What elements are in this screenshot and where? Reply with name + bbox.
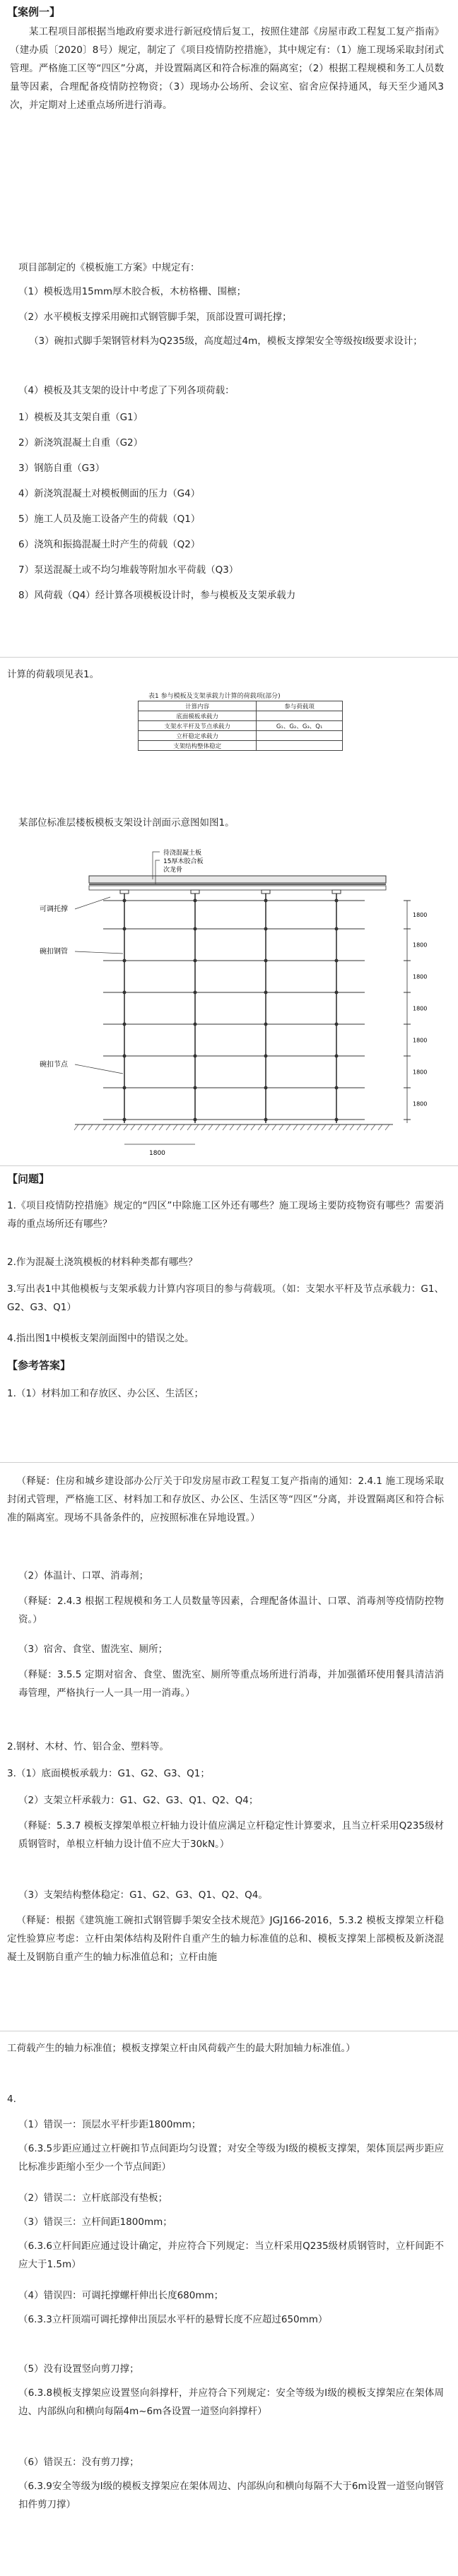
answer-item: 3.（1）底面模板承载力：G1、G2、G3、Q1； — [7, 1768, 210, 1779]
ground-hatch-mark — [322, 1124, 326, 1130]
answer-item: （3）支架结构整体稳定：G1、G2、G3、Q1、Q2、Q4。 — [18, 1889, 268, 1901]
diagram-ref-line: 某部位标准层楼板模板支架设计剖面示意图如图1。 — [18, 817, 235, 829]
ground-hatch-mark — [180, 1124, 184, 1130]
ground-hatch-mark — [201, 1124, 206, 1130]
load-item: 2）新浇筑混凝土自重（G2） — [18, 437, 143, 449]
ground-hatch-mark — [216, 1124, 220, 1130]
explanation-text: （6.3.5步距应通过立杆碗扣节点间距均匀设置；对安全等级为Ⅰ级的模板支撑架，架体顶层两步距应比标准步距缩小至少一个节点间距） — [18, 2143, 444, 2173]
top-label: 15厚木胶合板 — [163, 858, 204, 865]
cuplock-node — [123, 991, 127, 995]
ground-hatch-mark — [258, 1124, 262, 1130]
plan-intro: 项目部制定的《模板施工方案》中规定有： — [18, 262, 200, 273]
case-intro: 某工程项目部根据当地政府要求进行新冠疫情后复工，按照住建部《房屋市政工程复工复产指南》（建办质〔2020〕8号）规定，制定了《项目疫情防控措施》，其中规定有：（1）施工现场采取封闭式管理。严格施工区等“四区”分离，并设置隔离区和符合标准的隔离室；（2）根据工程规模和务工人员数量等因素，合理配备疫情防控物资；（3）现场办公场所、会议室、宿舍应保持通风，每天至少通风3次，并定期对上述重点场所进行消毒。 — [10, 26, 444, 111]
cuplock-node — [335, 927, 339, 931]
cuplock-node — [123, 899, 127, 903]
cuplock-node — [123, 927, 127, 931]
plan-item: （1）模板选用15mm厚木胶合板，木枋格栅、围檩； — [18, 286, 247, 297]
ground-hatch-mark — [152, 1124, 156, 1130]
answer-item: （2）体温计、口罩、消毒剂； — [18, 1570, 149, 1581]
ground-hatch-mark — [88, 1124, 93, 1130]
answer-item: （3）宿舍、食堂、盥洗室、厕所； — [18, 1644, 168, 1655]
explanation-text: （释疑：2.4.3 根据工程规模和务工人员数量等因素，合理配备体温计、口罩、消毒剂等疫情防控物资。） — [18, 1596, 444, 1625]
plan-item: （3）碗扣式脚手架钢管材料为Q235级，高度超过4m，模板支撑架安全等级按Ⅰ级要求设计； — [29, 336, 423, 347]
ground-hatch-mark — [343, 1124, 347, 1130]
cuplock-node — [194, 899, 197, 903]
u-head-support — [191, 890, 199, 894]
u-head-support — [262, 890, 270, 894]
questions-section — [0, 1165, 458, 1463]
explanation-text: （6.3.9安全等级为Ⅰ级的模板支撑架应在架体周边、内部纵向和横向每隔不大于6m设置一道竖向钢管扣件剪刀撑） — [18, 2481, 444, 2510]
table-header-cell: 计算内容 — [139, 701, 257, 711]
cuplock-node — [194, 927, 197, 931]
explanation-text: （6.3.6立杆间距应通过设计确定，并应符合下列规定：当立杆采用Q235级材质钢管时，立杆间距不应大于1.5m） — [18, 2240, 444, 2270]
questions-heading: 【问题】 — [7, 1173, 50, 1185]
ground-hatch-mark — [279, 1124, 283, 1130]
plan-item: （2）水平模板支撑采用碗扣式钢管脚手架，顶部设置可调托撑； — [18, 311, 292, 323]
answer-number: 4. — [7, 2094, 16, 2105]
explanation-text: （6.3.3立杆顶端可调托撑伸出顶层水平杆的悬臂长度不应超过650mm） — [18, 2314, 328, 2325]
ground-hatch-mark — [138, 1124, 142, 1130]
case-section — [0, 0, 458, 658]
ground-hatch-mark — [307, 1124, 312, 1130]
question-item: 2.作为混凝土浇筑模板的材料种类都有哪些？ — [7, 1257, 198, 1268]
question-item: 3.写出表1中其他模板与支架承载力计算内容项目的参与荷载项。（如：支架水平杆及节点承载力：G1、G2、G3、Q1） — [7, 1283, 444, 1313]
dimension-label: 1800 — [413, 1100, 428, 1108]
ground-hatch-mark — [364, 1124, 368, 1130]
cuplock-node — [123, 1086, 127, 1090]
ground-hatch-mark — [329, 1124, 333, 1130]
formwork-section-diagram — [40, 848, 435, 1158]
answer-item: （2）支架立杆承载力：G1、G2、G3、Q1、Q2、Q4； — [18, 1795, 259, 1806]
cuplock-node — [194, 1023, 197, 1026]
explanation-text: （释疑：住房和城乡建设部办公厅关于印发房屋市政工程复工复产指南的通知：2.4.1 施工现场采取封闭式管理，严格施工区、材料加工和存放区、办公区、生活区等“四区”分离，并设置隔离区和符合标准的隔离室。现场不具备条件的，应按照标准在异地设置。） — [7, 1476, 444, 1524]
cuplock-node — [335, 959, 339, 963]
secondary-joists — [89, 886, 386, 890]
cuplock-node — [335, 991, 339, 995]
plan-item: （4）模板及其支架的设计中考虑了下列各项荷载： — [18, 385, 235, 396]
table-row — [139, 711, 343, 721]
answer-item: 2.钢材、木材、竹、铝合金、塑料等。 — [7, 1741, 169, 1752]
ground-hatch-mark — [81, 1124, 86, 1130]
ground-hatch-mark — [265, 1124, 269, 1130]
dimension-label: 1800 — [413, 942, 428, 949]
dimension-label: 1800 — [413, 1069, 428, 1076]
cuplock-node — [335, 1086, 339, 1090]
ground-hatch-mark — [244, 1124, 248, 1130]
top-label: 次龙骨 — [163, 867, 183, 874]
ground-hatch-mark — [173, 1124, 177, 1130]
ground-hatch-mark — [166, 1124, 170, 1130]
table-cell: 底面模板承载力 — [139, 711, 257, 721]
cuplock-node — [123, 1055, 127, 1058]
answer-item: （4）错误四：可调托撑螺杆伸出长度680mm； — [18, 2290, 224, 2301]
u-head-support — [332, 890, 341, 894]
cuplock-node — [264, 927, 268, 931]
cuplock-node — [123, 959, 127, 963]
cuplock-node — [194, 959, 197, 963]
load-item: 6）浇筑和振捣混凝土时产生的荷载（Q2） — [18, 539, 201, 550]
bottom-dimension-label: 1800 — [149, 1150, 165, 1157]
cuplock-node — [264, 1118, 268, 1122]
table-cell: G₁、G₂、G₃、Q₁ — [257, 721, 343, 731]
explanation-text: （释疑：根据《建筑施工碗扣式钢管脚手架安全技术规范》JGJ166-2016，5.3.2 模板支撑架立杆稳定性验算应考虑：立杆由架体结构及附件自重产生的轴力标准值的总和、模板支撑架上部模板及新浇混凝土及钢筋自重产生的轴力标准值总和；立杆由施 — [7, 1915, 444, 1963]
cuplock-node — [335, 1055, 339, 1058]
load-item: 5）施工人员及施工设备产生的荷载（Q1） — [18, 514, 201, 525]
concrete-slab — [89, 876, 386, 883]
explanation-text: 工荷载产生的轴力标准值；模板支撑架立杆由风荷载产生的最大附加轴力标准值。） — [7, 2043, 356, 2054]
ground-hatch-mark — [102, 1124, 107, 1130]
cuplock-node — [264, 1055, 268, 1058]
cuplock-node — [123, 1023, 127, 1026]
question-item: 1.《项目疫情防控措施》规定的“四区”中除施工区外还有哪些？施工现场主要防疫物资有哪些？需要消毒的重点场所还有哪些？ — [7, 1200, 444, 1230]
table-row — [139, 731, 343, 741]
ground-hatch-mark — [237, 1124, 241, 1130]
cuplock-node — [335, 1023, 339, 1026]
table-cell — [257, 741, 343, 751]
ground-hatch-mark — [336, 1124, 340, 1130]
table-row — [139, 741, 343, 751]
cuplock-node — [123, 1118, 127, 1122]
cuplock-node — [194, 991, 197, 995]
table-title: 表1 参与模板及支架承载力计算的荷载项(部分) — [148, 693, 281, 700]
ground-hatch-mark — [293, 1124, 298, 1130]
question-item: 4.指出图1中模板支架剖面图中的错误之处。 — [7, 1333, 194, 1344]
load-item: 1）模板及其支架自重（G1） — [18, 412, 143, 423]
ground-hatch — [74, 1124, 389, 1130]
cuplock-node — [335, 899, 339, 903]
load-table — [138, 701, 343, 751]
left-label: 碗扣节点 — [40, 1061, 68, 1069]
explanations-section — [0, 1462, 458, 2031]
answer-item: （5）没有设置竖向剪刀撑； — [18, 2363, 139, 2375]
cuplock-node — [264, 1023, 268, 1026]
ground-hatch-mark — [74, 1124, 78, 1130]
load-item: 7）泵送混凝土或不均匀堆载等附加水平荷载（Q3） — [18, 564, 239, 576]
u-head-support — [120, 890, 129, 894]
ground-hatch-mark — [385, 1124, 389, 1130]
ground-hatch-mark — [315, 1124, 319, 1130]
case-heading: 【案例一】 — [7, 6, 61, 18]
table-cell — [257, 711, 343, 721]
table-header-row — [139, 701, 343, 711]
ground-hatch-mark — [272, 1124, 276, 1130]
explanation-text: （释疑：3.5.5 定期对宿舍、食堂、盥洗室、厕所等重点场所进行消毒，并加强循环使用餐具清洁消毒管理，严格执行一人一具一用一消毒。） — [18, 1669, 444, 1699]
answer-item: （6）错误五：没有剪刀撑； — [18, 2457, 139, 2468]
cuplock-node — [264, 959, 268, 963]
load-item: 3）钢筋自重（G3） — [18, 463, 105, 474]
top-label: 待浇混凝土板 — [163, 850, 202, 857]
explanation-text: （释疑：5.3.7 模板支撑架单根立杆轴力设计值应满足立杆稳定性计算要求，且当立杆采用Q235级材质钢管时，单根立杆轴力设计值不应大于30kN。） — [18, 1820, 444, 1850]
ground-hatch-mark — [124, 1124, 128, 1130]
left-label: 可调托撑 — [40, 906, 68, 913]
cuplock-node — [194, 1055, 197, 1058]
ground-hatch-mark — [159, 1124, 163, 1130]
table-header-cell: 参与荷载项 — [257, 701, 343, 711]
answer-item: 1.（1）材料加工和存放区、办公区、生活区； — [7, 1388, 204, 1399]
table-cell — [257, 731, 343, 741]
ground-hatch-mark — [357, 1124, 361, 1130]
ground-hatch-mark — [145, 1124, 149, 1130]
ground-hatch-mark — [209, 1124, 213, 1130]
cuplock-node — [264, 1086, 268, 1090]
ground-hatch-mark — [251, 1124, 255, 1130]
load-item: 4）新浇筑混凝土对模板侧面的压力（G4） — [18, 488, 201, 499]
answer-item: （2）错误二：立杆底部没有垫板； — [18, 2192, 168, 2204]
answers-heading: 【参考答案】 — [7, 1359, 71, 1372]
final-answers-section — [0, 2031, 458, 2576]
table-row — [139, 721, 343, 731]
ground-hatch-mark — [223, 1124, 227, 1130]
cuplock-node — [264, 899, 268, 903]
table-cell: 支架水平杆及节点承载力 — [139, 721, 257, 731]
ground-hatch-mark — [286, 1124, 290, 1130]
answer-item: （1）错误一：顶层水平杆步距1800mm； — [18, 2119, 201, 2130]
table-cell: 支架结构整体稳定 — [139, 741, 257, 751]
dimension-label: 1800 — [413, 1037, 428, 1044]
ground-hatch-mark — [378, 1124, 382, 1130]
ground-hatch-mark — [110, 1124, 114, 1130]
load-item: 8）风荷载（Q4）经计算各项模板设计时，参与模板及支架承载力 — [18, 590, 296, 601]
explanation-text: （6.3.8模板支撑架应设置竖向斜撑杆，并应符合下列规定：安全等级为Ⅰ级的模板支撑架应在架体周边、内部纵向和横向每隔4m~6m各设置一道竖向斜撑杆） — [18, 2387, 444, 2417]
left-label: 碗扣钢管 — [40, 948, 68, 956]
ground-hatch-mark — [350, 1124, 354, 1130]
ground-hatch-mark — [230, 1124, 234, 1130]
cuplock-node — [264, 991, 268, 995]
cuplock-node — [194, 1118, 197, 1122]
dimension-label: 1800 — [413, 1005, 428, 1012]
ground-hatch-mark — [187, 1124, 192, 1130]
ground-hatch-mark — [371, 1124, 375, 1130]
dimension-label: 1800 — [413, 912, 428, 918]
table-ref-line: 计算的荷载项见表1。 — [7, 669, 100, 680]
answer-item: （3）错误三：立杆间距1800mm； — [18, 2216, 172, 2228]
ground-hatch-mark — [131, 1124, 135, 1130]
cuplock-node — [194, 1086, 197, 1090]
ground-hatch-mark — [95, 1124, 100, 1130]
table-cell: 立杆稳定承载力 — [139, 731, 257, 741]
ground-hatch-mark — [300, 1124, 305, 1130]
ground-hatch-mark — [117, 1124, 121, 1130]
ground-hatch-mark — [194, 1124, 199, 1130]
scaffold-ledgers — [103, 899, 365, 1122]
dimension-label: 1800 — [413, 973, 428, 980]
cuplock-node — [335, 1118, 339, 1122]
